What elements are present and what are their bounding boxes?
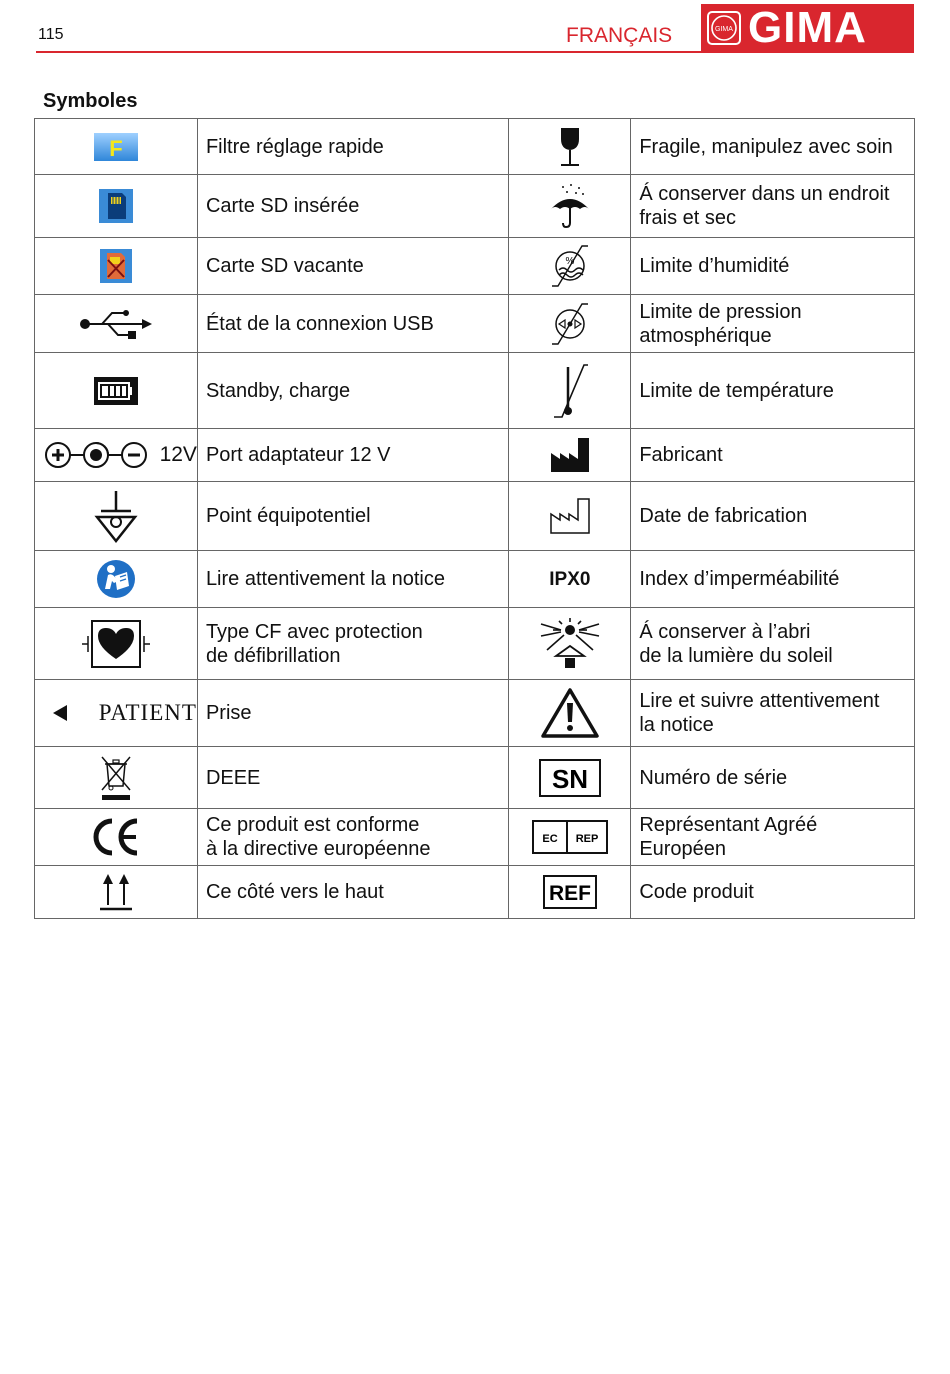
symbol-description: Limite d’humidité <box>631 238 915 295</box>
table-row <box>35 482 915 551</box>
symbol-description: Carte SD insérée <box>197 175 509 238</box>
equipotential-icon <box>35 482 198 551</box>
svg-text:SN: SN <box>551 763 588 794</box>
svg-text:EC: EC <box>542 833 558 845</box>
brand-name: GIMA <box>748 3 867 52</box>
keep-from-sunlight-icon <box>509 608 631 680</box>
table-row <box>35 680 915 747</box>
table-row <box>35 608 915 680</box>
symbol-description: Point équipotentiel <box>197 482 509 551</box>
humidity-limit-icon <box>509 238 631 295</box>
seal-text: GIMA <box>715 26 733 33</box>
dc-polarity-icon <box>35 429 198 482</box>
table-row <box>35 175 915 238</box>
table-row <box>35 429 915 482</box>
svg-text:%: % <box>565 256 575 267</box>
symbol-description: Type CF avec protection de défibrillation <box>197 608 509 680</box>
ipx0-icon: IPX0 <box>509 551 631 608</box>
symbol-description: État de la connexion USB <box>197 295 509 353</box>
umbrella-rain-icon <box>509 175 631 238</box>
symbol-description: Fragile, manipulez avec soin <box>631 119 915 175</box>
gima-seal-icon <box>707 11 741 45</box>
symbol-description: Limite de pression atmosphérique <box>631 295 915 353</box>
table-row <box>35 747 915 809</box>
symbol-description: Numéro de série <box>631 747 915 809</box>
symbol-description: Fabricant <box>631 429 915 482</box>
ec-rep-icon <box>509 809 631 866</box>
symbol-description: Lire attentivement la notice <box>197 551 509 608</box>
weee-bin-icon <box>35 747 198 809</box>
symbol-description: Index d’imperméabilité <box>631 551 915 608</box>
svg-text:F: F <box>109 135 123 161</box>
voltage-label: 12V <box>159 443 197 466</box>
symbol-description: Limite de température <box>631 353 915 429</box>
temperature-limit-icon <box>509 353 631 429</box>
symbol-description: Prise <box>197 680 509 747</box>
symbols-table <box>34 118 915 919</box>
language-label: FRANÇAIS <box>566 24 673 47</box>
this-side-up-icon <box>35 866 198 919</box>
symbol-description: Date de fabrication <box>631 482 915 551</box>
table-row <box>35 238 915 295</box>
symbol-description: Lire et suivre attentivement la notice <box>631 680 915 747</box>
patient-icon <box>35 680 198 747</box>
svg-text:REF: REF <box>548 882 591 905</box>
symbol-description: Á conserver dans un endroit frais et sec <box>631 175 915 238</box>
gima-logo <box>701 4 914 51</box>
section-title: Symboles <box>43 90 138 112</box>
table-row <box>35 809 915 866</box>
symbol-description: Port adaptateur 12 V <box>197 429 509 482</box>
symbol-description: Á conserver à l’abri de la lumière du soleil <box>631 608 915 680</box>
symbol-description: Ce produit est conforme à la directive européenne <box>197 809 509 866</box>
symbol-description: Standby, charge <box>197 353 509 429</box>
ref-icon <box>509 866 631 919</box>
symbol-description: Ce côté vers le haut <box>197 866 509 919</box>
sd-card-empty-icon <box>35 238 198 295</box>
usb-icon <box>35 295 198 353</box>
type-cf-defib-icon <box>35 608 198 680</box>
symbol-description: DEEE <box>197 747 509 809</box>
fragile-glass-icon <box>509 119 631 175</box>
quick-filter-f-icon <box>35 119 198 175</box>
manufacture-date-icon <box>509 482 631 551</box>
pressure-limit-icon <box>509 295 631 353</box>
patient-label: PATIENT <box>98 700 197 725</box>
symbol-description: Carte SD vacante <box>197 238 509 295</box>
table-row <box>35 295 915 353</box>
read-manual-icon <box>35 551 198 608</box>
svg-text:REP: REP <box>575 833 599 845</box>
symbol-description: Représentant Agréé Européen <box>631 809 915 866</box>
sd-card-inserted-icon <box>35 175 198 238</box>
table-row <box>35 866 915 919</box>
ce-mark-icon <box>35 809 198 866</box>
serial-number-icon <box>509 747 631 809</box>
page-number: 115 <box>38 26 64 43</box>
manufacturer-icon <box>509 429 631 482</box>
table-row <box>35 551 915 608</box>
battery-charging-icon <box>35 353 198 429</box>
symbol-description: Code produit <box>631 866 915 919</box>
symbol-description: Filtre réglage rapide <box>197 119 509 175</box>
table-row <box>35 119 915 175</box>
warning-icon <box>509 680 631 747</box>
table-row <box>35 353 915 429</box>
